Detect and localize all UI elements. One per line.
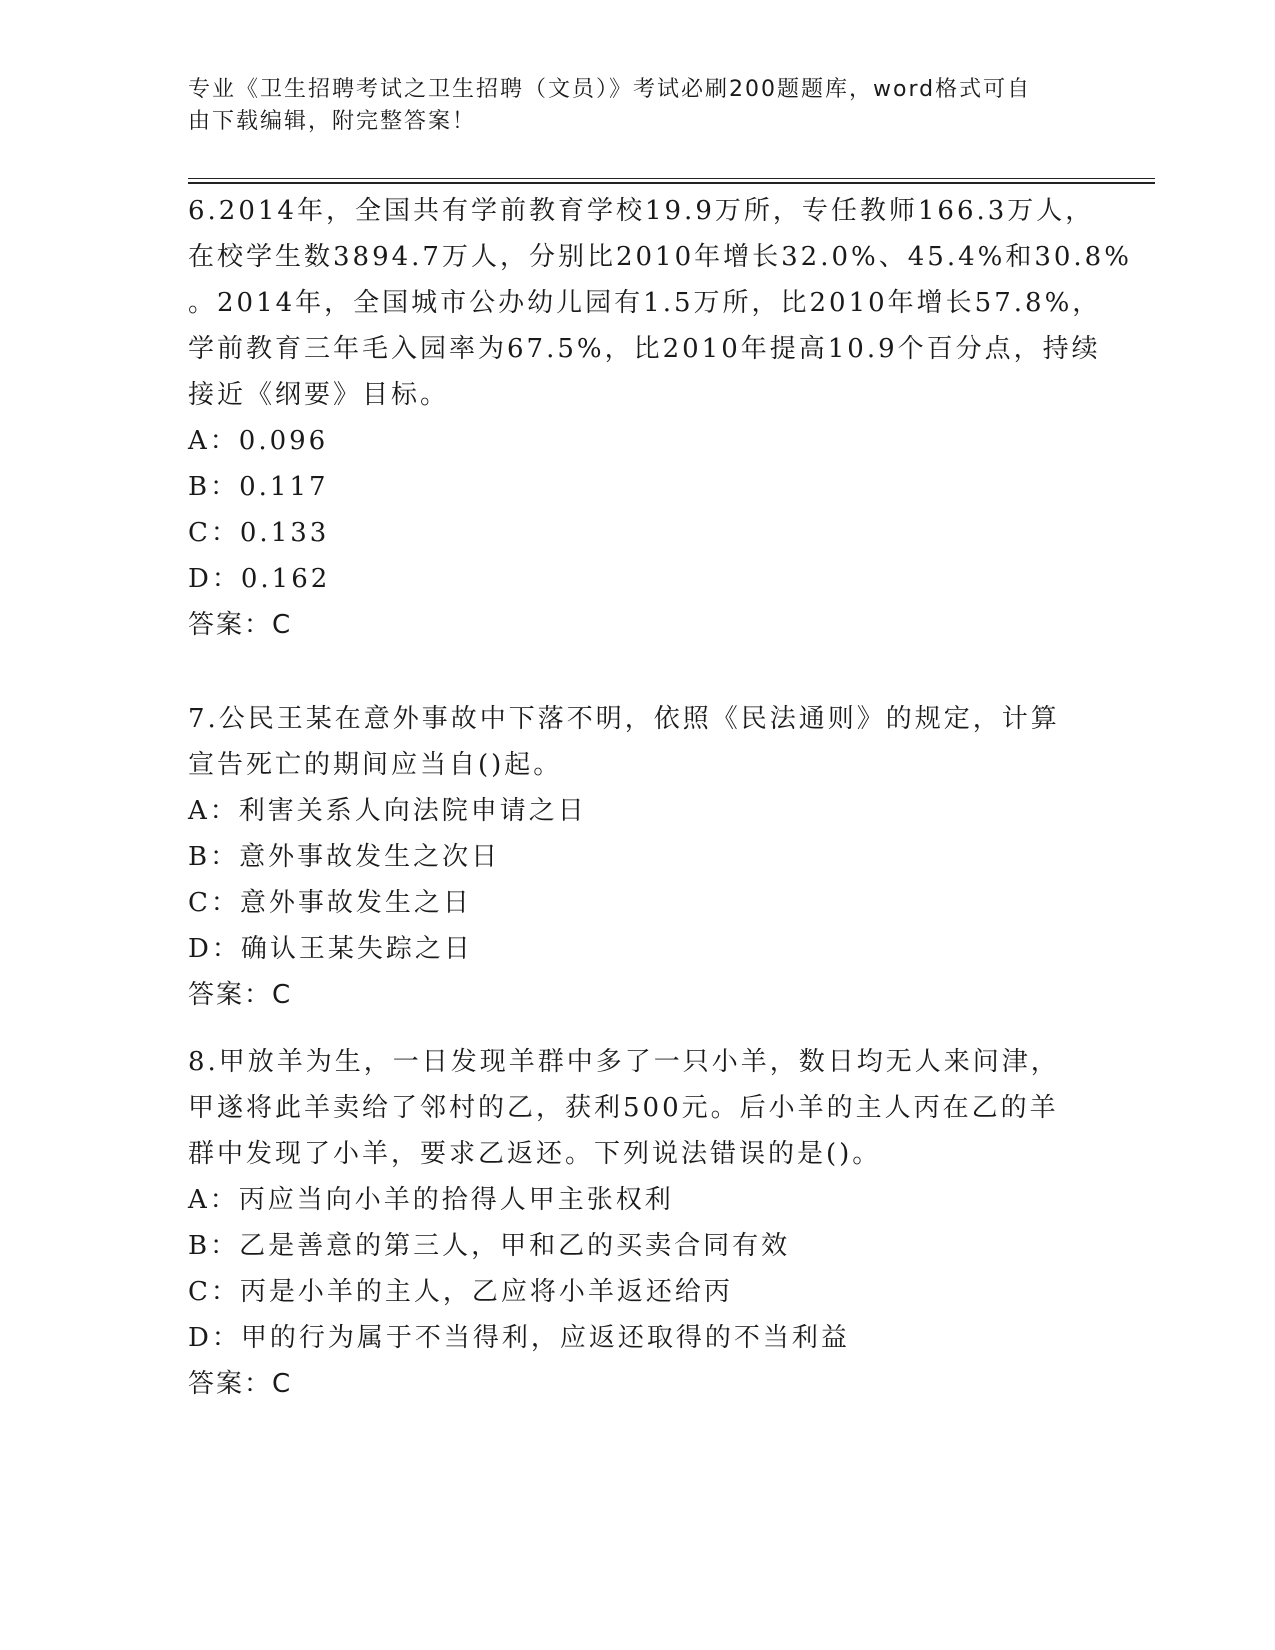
option-d: D：0.162 [188,564,331,594]
question-stem-line: 7.公民王某在意外事故中下落不明，依照《民法通则》的规定，计算 [188,704,1060,734]
option-a: A：丙应当向小羊的拾得人甲主张权利 [188,1185,674,1215]
option-c: C：丙是小羊的主人，乙应将小羊返还给丙 [188,1277,733,1307]
option-c: C：意外事故发生之日 [188,888,472,918]
option-c: C：0.133 [188,518,330,548]
question-7 [188,696,1088,1018]
option-a: A：0.096 [188,426,329,456]
answer-label: 答案：C [188,1369,293,1399]
question-stem-line: 接近《纲要》目标。 [188,380,450,410]
question-8 [188,1039,1088,1407]
document-header [188,74,1068,138]
option-d: D：甲的行为属于不当得利，应返还取得的不当利益 [188,1323,850,1353]
question-stem-line: 6.2014年，全国共有学前教育学校19.9万所，专任教师166.3万人， [188,196,1095,226]
question-6 [188,188,1132,648]
question-stem-line: 8.甲放羊为生，一日发现羊群中多了一只小羊，数日均无人来问津， [188,1047,1060,1077]
question-stem-line: 甲遂将此羊卖给了邻村的乙，获利500元。后小羊的主人丙在乙的羊 [188,1093,1059,1123]
header-line-2: 由下载编辑，附完整答案！ [188,109,477,134]
question-stem-line: 群中发现了小羊，要求乙返还。下列说法错误的是()。 [188,1139,882,1169]
option-a: A：利害关系人向法院申请之日 [188,796,587,826]
option-b: B：意外事故发生之次日 [188,842,501,872]
option-d: D：确认王某失踪之日 [188,934,473,964]
question-stem-line: 在校学生数3894.7万人，分别比2010年增长32.0%、45.4%和30.8% [188,242,1132,272]
option-b: B：乙是善意的第三人，甲和乙的买卖合同有效 [188,1231,791,1261]
answer-label: 答案：C [188,610,293,640]
question-stem-line: 宣告死亡的期间应当自()起。 [188,750,563,780]
question-stem-line: 学前教育三年毛入园率为67.5%，比2010年提高10.9个百分点，持续 [188,334,1101,364]
header-divider-thick [188,182,1155,184]
header-divider-thin [188,178,1155,179]
option-b: B：0.117 [188,472,329,502]
answer-label: 答案：C [188,980,293,1010]
header-line-1: 专业《卫生招聘考试之卫生招聘（文员）》考试必刷200题题库，word格式可自 [188,77,1032,102]
question-stem-line: 。2014年，全国城市公办幼儿园有1.5万所，比2010年增长57.8%， [188,288,1102,318]
